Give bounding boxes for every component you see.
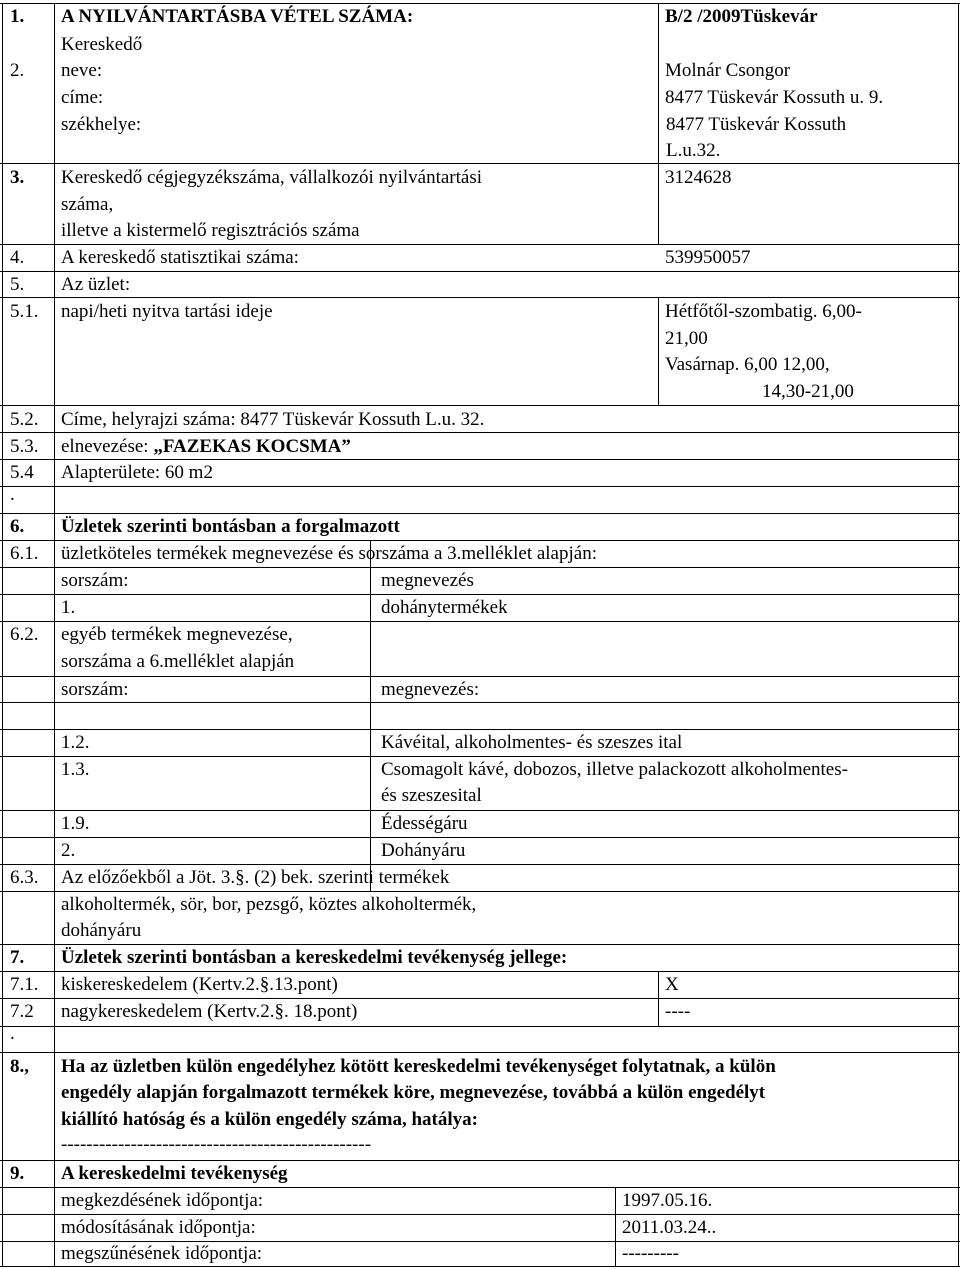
section-number: 7.1. <box>10 974 39 995</box>
trader-seat-value-2: L.u.32. <box>666 140 721 161</box>
item-name: Édességáru <box>381 813 468 834</box>
end-date-value: --------- <box>622 1243 679 1264</box>
grid-line <box>658 297 659 405</box>
end-date-label: megszűnésének időpontja: <box>61 1243 263 1264</box>
section-number: 5.1. <box>10 301 39 322</box>
shop-address: Címe, helyrajzi száma: 8477 Tüskevár Kossuth L.u. 32. <box>61 409 485 430</box>
opening-hours-weekday-2: 21,00 <box>665 328 708 349</box>
item-name: Kávéital, alkoholmentes- és szeszes ital <box>381 732 683 753</box>
section-number: 1. <box>10 6 25 27</box>
section-number: 7.2 <box>10 1001 34 1022</box>
section-7-title: Üzletek szerinti bontásban a kereskedelmi tevékenység jellege: <box>61 947 568 968</box>
section-number: 7. <box>10 947 25 968</box>
section-number: 5.2. <box>10 409 39 430</box>
shop-label: Az üzlet: <box>61 274 131 295</box>
wholesale-value: ---- <box>665 1001 691 1022</box>
section-number: 5.3. <box>10 436 39 457</box>
section-number: 5. <box>10 274 25 295</box>
trader-seat-label: székhelye: <box>61 114 142 135</box>
start-date-label: megkezdésének időpontja: <box>61 1190 264 1211</box>
item-number: 1.9. <box>61 813 90 834</box>
opening-hours-label: napi/heti nyitva tartási ideje <box>61 301 273 322</box>
special-license-text-3: kiállító hatóság és a külön engedély száma, hatálya: <box>61 1109 478 1130</box>
shop-name: „FAZEKAS KOCSMA” <box>153 436 351 457</box>
section-6-title: Üzletek szerinti bontásban a forgalmazott <box>61 516 400 537</box>
col-header-name: megnevezés <box>381 570 474 591</box>
excise-products-text-3: dohányáru <box>61 920 142 941</box>
licensed-products-text: üzletköteles termékek megnevezése és sorszáma a 3.melléklet alapján: <box>61 543 597 564</box>
modified-date-value: 2011.03.24.. <box>622 1217 717 1238</box>
excise-products-text-2: alkoholtermék, sör, bor, pezsgő, köztes alkoholtermék, <box>61 894 477 915</box>
section-number: 5.4 <box>10 462 34 483</box>
item-number: 1.3. <box>61 759 90 780</box>
grid-line <box>0 1052 960 1053</box>
item-name-2: és szeszesital <box>381 785 482 806</box>
grid-line <box>370 540 371 891</box>
section-number: 6. <box>10 516 25 537</box>
grid-line <box>0 702 960 703</box>
item-number: 2. <box>61 840 76 861</box>
grid-line <box>54 3 55 1267</box>
trader-heading: Kereskedő <box>61 34 143 55</box>
start-date-value: 1997.05.16. <box>622 1190 713 1211</box>
company-reg-value: 3124628 <box>665 167 732 188</box>
company-reg-label-2: száma, <box>61 194 114 215</box>
grid-line <box>615 1187 616 1267</box>
trader-seat-value: 8477 Tüskevár Kossuth <box>666 114 847 135</box>
item-name: dohánytermékek <box>381 597 508 618</box>
grid-line <box>0 810 960 811</box>
grid-line <box>958 3 959 1267</box>
grid-line <box>658 971 659 1026</box>
grid-line <box>0 163 960 164</box>
section-number: 6.3. <box>10 867 39 888</box>
trader-name-value: Molnár Csongor <box>665 60 791 81</box>
stat-number-value: 539950057 <box>665 247 751 268</box>
special-license-text-1: Ha az üzletben külön engedélyhez kötött kereskedelmi tevékenységet folytatnak, a külön <box>61 1056 776 1077</box>
wholesale-label: nagykereskedelem (Kertv.2.§. 18.pont) <box>61 1001 358 1022</box>
grid-line <box>0 486 960 487</box>
item-name: Csomagolt kávé, dobozos, illetve palackozott alkoholmentes- <box>381 759 848 780</box>
shop-area: Alapterülete: 60 m2 <box>61 462 213 483</box>
grid-line <box>658 3 659 163</box>
grid-line <box>0 1026 960 1027</box>
grid-line <box>0 567 960 568</box>
section-number: 8., <box>10 1056 29 1077</box>
opening-hours-sunday-2: 14,30-21,00 <box>762 381 854 402</box>
grid-line <box>0 837 960 838</box>
other-products-text-2: sorszáma a 6.melléklet alapján <box>61 651 295 672</box>
registration-label: A NYILVÁNTARTÁSBA VÉTEL SZÁMA: <box>61 6 414 27</box>
company-reg-label: Kereskedő cégjegyzékszáma, vállalkozói nyilvántartási <box>61 167 482 188</box>
section-number: 9. <box>10 1163 25 1184</box>
opening-hours-sunday: Vasárnap. 6,00 12,00, <box>665 354 830 375</box>
stray-dot: . <box>10 1023 15 1044</box>
shop-name-label: elnevezése: <box>61 436 149 457</box>
section-number: 6.2. <box>10 624 39 645</box>
retail-value: X <box>665 974 679 995</box>
special-license-dashes: ------------------------------------------------- <box>61 1134 372 1155</box>
grid-line <box>658 163 659 244</box>
col-header-number: sorszám: <box>61 570 129 591</box>
section-number: 6.1. <box>10 543 39 564</box>
stray-dot: . <box>10 484 15 505</box>
trader-name-label: neve: <box>61 60 103 81</box>
modified-date-label: módosításának időpontja: <box>61 1217 256 1238</box>
item-number: 1. <box>61 597 76 618</box>
company-reg-label-3: illetve a kistermelő regisztrációs száma <box>61 220 360 241</box>
section-9-title: A kereskedelmi tevékenység <box>61 1163 288 1184</box>
grid-line <box>0 297 960 298</box>
grid-line <box>2 3 3 1267</box>
excise-products-text: Az előzőekből a Jöt. 3.§. (2) bek. szerinti termékek <box>61 867 450 888</box>
other-products-text: egyéb termékek megnevezése, <box>61 624 293 645</box>
section-number: 4. <box>10 247 25 268</box>
col-header-name: megnevezés: <box>381 679 480 700</box>
section-number: 2. <box>10 60 25 81</box>
item-name: Dohányáru <box>381 840 466 861</box>
col-header-number: sorszám: <box>61 679 129 700</box>
opening-hours-weekday: Hétfőtől-szombatig. 6,00- <box>665 301 862 322</box>
special-license-text-2: engedély alapján forgalmazott termékek köre, megnevezése, továbbá a külön engedélyt <box>61 1082 766 1103</box>
shop-name-line <box>61 434 351 460</box>
retail-label: kiskereskedelem (Kertv.2.§.13.pont) <box>61 974 338 995</box>
stat-number-label: A kereskedő statisztikai száma: <box>61 247 299 268</box>
trader-address-value: 8477 Tüskevár Kossuth u. 9. <box>665 87 884 108</box>
grid-line <box>0 271 960 272</box>
grid-line <box>0 676 960 677</box>
section-number: 3. <box>10 167 25 188</box>
trader-address-label: címe: <box>61 87 104 108</box>
registration-value: B/2 /2009Tüskevár <box>665 6 818 27</box>
grid-line <box>0 405 960 406</box>
item-number: 1.2. <box>61 732 90 753</box>
